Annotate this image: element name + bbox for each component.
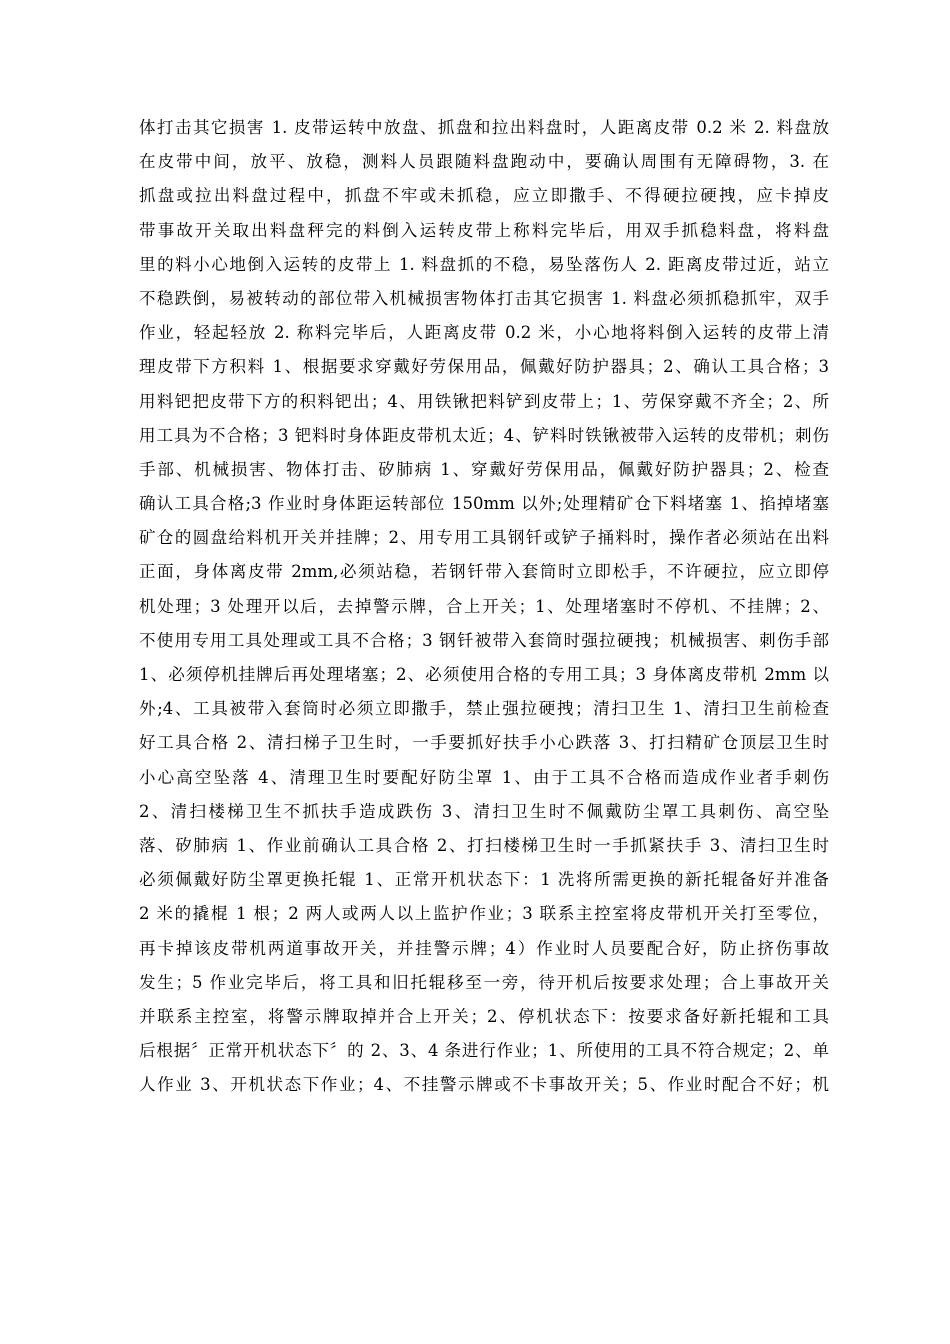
text-line: 机处理；3 处理开以后，去掉警示牌，合上开关；1、处理堵塞时不停机、不挂牌；2、 bbox=[139, 596, 829, 616]
text-line: 外;4、工具被带入套筒时必须立即撒手，禁止强拉硬拽；清扫卫生 1、清扫卫生前检查 bbox=[139, 699, 829, 719]
text-line: 必须佩戴好防尘罩更换托辊 1、正常开机状态下：1 冼将所需更换的新托辊备好并准备 bbox=[139, 870, 829, 890]
text-line: 抓盘或拉出料盘过程中，抓盘不牢或未抓稳，应立即撒手、不得硬拉硬拽，应卡掉皮 bbox=[139, 186, 829, 206]
text-line: 用料钯把皮带下方的积料钯出；4、用铁锹把料铲到皮带上；1、劳保穿戴不齐全；2、所 bbox=[139, 391, 829, 411]
text-line: 后根据〞正常开机状态下〞的 2、3、4 条进行作业；1、所使用的工具不符合规定；2、单 bbox=[139, 1041, 829, 1061]
text-line: 好工具合格 2、清扫梯子卫生时，一手要抓好扶手小心跌落 3、打扫精矿仓顶层卫生时 bbox=[139, 733, 829, 753]
text-line: 1、必须停机挂牌后再处理堵塞；2、必须使用合格的专用工具；3 身体离皮带机 2mm 以 bbox=[139, 665, 829, 684]
text-line: 确认工具合格;3 作业时身体距运转部位 150mm 以外;处理精矿仓下料堵塞 1、掐掉堵塞 bbox=[139, 494, 829, 514]
text-line: 手部、机械损害、物体打击、矽肺病 1、穿戴好劳保用品，佩戴好防护器具；2、检查 bbox=[139, 459, 829, 479]
text-line: 体打击其它损害 1. 皮带运转中放盘、抓盘和拉出料盘时，人距离皮带 0.2 米 2. 料盘放 bbox=[139, 118, 829, 137]
text-line: 再卡掉该皮带机两道事故开关，并挂警示牌；4）作业时人员要配合好，防止挤伤事故 bbox=[139, 938, 829, 958]
text-line: 人作业 3、开机状态下作业；4、不挂警示牌或不卡事故开关；5、作业时配合不好；机 bbox=[139, 1075, 829, 1095]
text-line: 发生；5 作业完毕后，将工具和旧托辊移至一旁，待开机后按要求处理；合上事故开关 bbox=[139, 972, 829, 992]
text-line: 2 米的撬棍 1 根；2 两人或两人以上监护作业；3 联系主控室将皮带机开关打至零位， bbox=[139, 904, 829, 924]
text-line: 矿仓的圆盘给料机开关并挂牌；2、用专用工具钢钎或铲子捅料时，操作者必须站在出料 bbox=[139, 528, 829, 548]
text-line: 用工具为不合格；3 钯料时身体距皮带机太近；4、铲料时铁锹被带入运转的皮带机；刺伤 bbox=[139, 425, 829, 445]
text-line: 带事故开关取出料盘秤完的料倒入运转皮带上称料完毕后，用双手抓稳料盘，将料盘 bbox=[139, 220, 829, 240]
text-line: 作业，轻起轻放 2. 称料完毕后，人距离皮带 0.2 米，小心地将料倒入运转的皮带上清 bbox=[139, 323, 829, 343]
text-line: 2、清扫楼梯卫生不抓扶手造成跌伤 3、清扫卫生时不佩戴防尘罩工具刺伤、高空坠 bbox=[139, 801, 829, 821]
text-line: 在皮带中间，放平、放稳，测料人员跟随料盘跑动中，要确认周围有无障碍物，3. 在 bbox=[139, 152, 829, 172]
text-line: 里的料小心地倒入运转的皮带上 1. 料盘抓的不稳，易坠落伤人 2. 距离皮带过近，站立 bbox=[139, 254, 829, 274]
text-line: 不稳跌倒，易被转动的部位带入机械损害物体打击其它损害 1. 料盘必须抓稳抓牢，双手 bbox=[139, 288, 829, 308]
body-text bbox=[139, 111, 829, 1102]
text-line: 并联系主控室，将警示牌取掉并合上开关；2、停机状态下：按要求备好新托辊和工具 bbox=[139, 1006, 829, 1026]
text-line: 正面，身体离皮带 2mm,必须站稳，若钢钎带入套筒时立即松手，不许硬拉，应立即停 bbox=[139, 562, 829, 582]
text-line: 理皮带下方积料 1、根据要求穿戴好劳保用品，佩戴好防护器具；2、确认工具合格；3 bbox=[139, 357, 829, 377]
text-line: 小心高空坠落 4、清理卫生时要配好防尘罩 1、由于工具不合格而造成作业者手刺伤 bbox=[139, 767, 829, 787]
text-line: 落、矽肺病 1、作业前确认工具合格 2、打扫楼梯卫生时一手抓紧扶手 3、清扫卫生时 bbox=[139, 835, 829, 855]
text-line: 不使用专用工具处理或工具不合格；3 钢钎被带入套筒时强拉硬拽；机械损害、刺伤手部 bbox=[139, 630, 829, 650]
